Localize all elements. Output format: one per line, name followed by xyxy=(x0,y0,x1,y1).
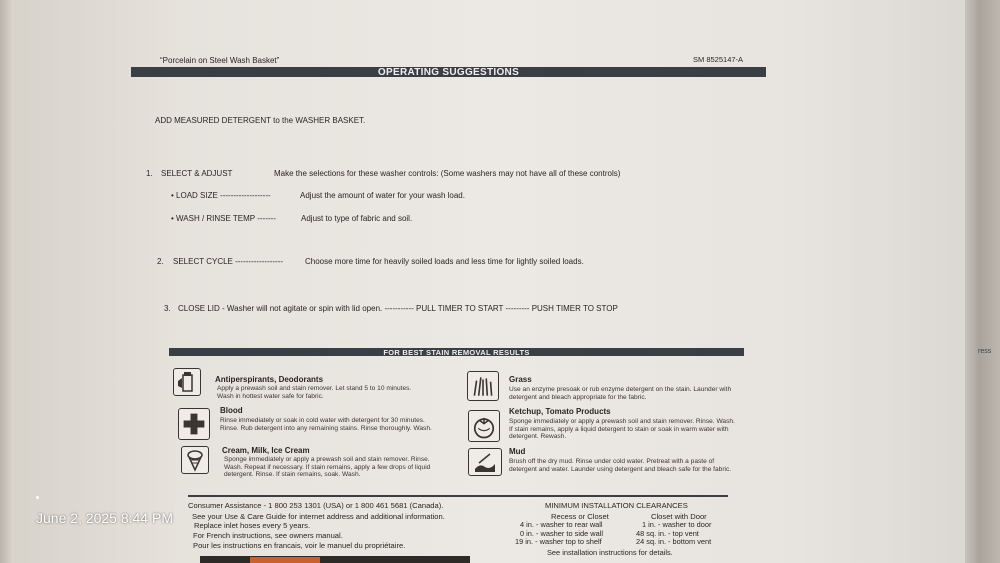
recess-row-1: 4 in. - washer to rear wall xyxy=(520,520,603,529)
stain-desc-grass: Use an enzyme presoak or rub enzyme detergent on the stain. Launder with detergent and bleach appropriate for the fabric. xyxy=(509,386,732,401)
step-3-number: 3. xyxy=(164,304,171,313)
recess-row-3: 19 in. - washer top to shelf xyxy=(515,537,602,546)
load-size-label: • LOAD SIZE ------------------- xyxy=(171,191,271,200)
mud-icon xyxy=(468,448,502,476)
closet-row-2: 48 sq. in. - top vent xyxy=(636,529,699,538)
photo-timestamp: June 2, 2025 8:44 PM xyxy=(36,510,173,526)
load-size-text: Adjust the amount of water for your wash load. xyxy=(300,191,465,200)
french-instructions-fr: Pour les instructions en francais, voir le manuel du propriétaire. xyxy=(193,541,406,550)
stain-desc-deodorant: Apply a prewash soil and stain remover. Let stand 5 to 10 minutes. Wash in hottest water safe for fabric. xyxy=(217,385,412,400)
lid-left-edge xyxy=(0,0,14,563)
grass-icon xyxy=(467,371,499,401)
stain-desc-cream: Sponge immediately or apply a prewash soil and stain remover. Rinse. Wash. Repeat if necessary. If stain remains, apply a few drops of liquid detergent. Rinse. If stain remains, soak. Wash. xyxy=(224,456,431,479)
intro-text: ADD MEASURED DETERGENT to the WASHER BASKET. xyxy=(155,116,366,125)
lid-right-edge xyxy=(965,0,1000,563)
recess-heading: Recess or Closet xyxy=(551,512,609,521)
closet-heading: Closet with Door xyxy=(651,512,707,521)
step-2-text: Choose more time for heavily soiled loads and less time for lightly soiled loads. xyxy=(305,257,584,266)
closet-row-1: 1 in. - washer to door xyxy=(642,520,712,529)
bottom-label-strip xyxy=(200,556,470,563)
bottom-orange-label xyxy=(250,557,320,563)
deodorant-icon xyxy=(173,368,201,396)
stain-desc-mud: Brush off the dry mud. Rinse under cold water. Pretreat with a paste of detergent and water. Launder using detergent and bleach safe for the fabric. xyxy=(509,458,732,473)
stain-removal-banner: FOR BEST STAIN REMOVAL RESULTS xyxy=(169,348,744,356)
stain-desc-blood: Rinse immediately or soak in cold water with detergent for 30 minutes. Rinse. Rub detergent into any remaining stains. Rinse thoroughly. Wash. xyxy=(220,417,432,432)
stain-title-mud: Mud xyxy=(509,447,526,456)
step-1-text: Make the selections for these washer controls: (Some washers may not have all of these controls) xyxy=(274,169,621,178)
operating-suggestions-banner: OPERATING SUGGESTIONS xyxy=(131,67,766,77)
recess-row-2: 0 in. - washer to side wall xyxy=(520,529,603,538)
inlet-hoses: Replace inlet hoses every 5 years. xyxy=(194,521,311,530)
use-care-guide: See your Use & Care Guide for internet address and additional information. xyxy=(192,512,445,521)
stain-title-ketchup: Ketchup, Tomato Products xyxy=(509,407,611,416)
step-3-text: CLOSE LID - Washer will not agitate or spin with lid open. ----------- PULL TIMER TO START --------- PUSH TIMER TO STOP xyxy=(178,304,618,313)
footer-divider xyxy=(188,495,728,497)
stain-title-cream: Cream, Milk, Ice Cream xyxy=(222,446,310,455)
step-1-number: 1. xyxy=(146,169,153,178)
closet-row-3: 24 sq. in. - bottom vent xyxy=(636,537,712,546)
step-1-label: SELECT & ADJUST xyxy=(161,169,233,178)
edge-text: ress xyxy=(978,348,992,355)
first-aid-cross-icon xyxy=(178,408,210,440)
french-instructions: For French instructions, see owners manual. xyxy=(193,531,343,540)
stain-title-blood: Blood xyxy=(220,406,243,415)
stain-title-deodorant: Antiperspirants, Deodorants xyxy=(215,375,324,384)
part-number: SM 8525147-A xyxy=(693,55,744,64)
step-2-number: 2. xyxy=(157,257,164,266)
tomato-icon xyxy=(468,410,500,442)
clearances-note: See installation instructions for details. xyxy=(547,548,673,557)
basket-label: “Porcelain on Steel Wash Basket” xyxy=(160,56,280,65)
stain-desc-ketchup: Sponge immediately or apply a prewash soil and stain remover. Rinse. Wash. If stain remains, apply a liquid detergent to stain or soak in warm water with detergent. Rewash. xyxy=(509,418,735,441)
temp-label: • WASH / RINSE TEMP ------- xyxy=(171,214,276,223)
clearances-title: MINIMUM INSTALLATION CLEARANCES xyxy=(545,501,688,510)
stain-title-grass: Grass xyxy=(509,375,532,384)
temp-text: Adjust to type of fabric and soil. xyxy=(301,214,413,223)
step-2-label: SELECT CYCLE ------------------ xyxy=(173,257,284,266)
overlay-dot xyxy=(36,496,39,499)
consumer-assistance: Consumer Assistance - 1 800 253 1301 (USA) or 1 800 461 5681 (Canada). xyxy=(188,501,444,510)
ice-cream-icon xyxy=(181,446,209,474)
